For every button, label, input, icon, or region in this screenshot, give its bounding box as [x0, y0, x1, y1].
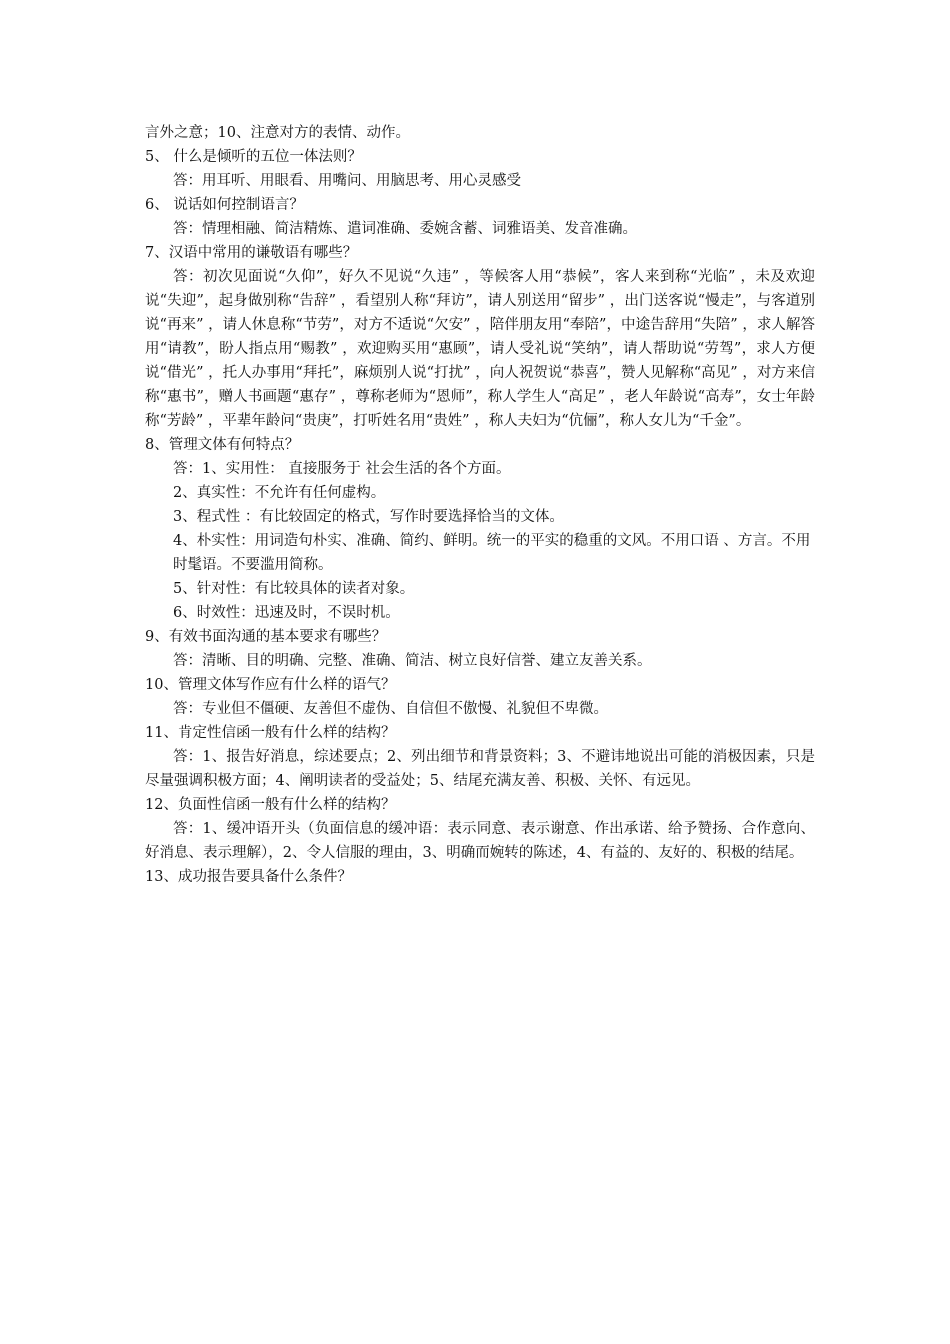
question-block-11 — [145, 721, 815, 793]
answer-text: 答：1、缓冲语开头（负面信息的缓冲语：表示同意、表示谢意、作出承诺、给予赞扬、合作意向、好消息、表示理解），2、令人信服的理由，3、明确而婉转的陈述，4、有益的、友好的、积极的结尾。 — [145, 821, 815, 861]
question-block-10 — [145, 673, 815, 721]
question-block-7 — [145, 241, 815, 433]
answer-item: 2、真实性：不允许有任何虚构。 — [173, 485, 386, 501]
answer-text: 答：用耳听、用眼看、用嘴问、用脑思考、用心灵感受 — [173, 173, 521, 189]
answer-item: 4、朴实性：用词造句朴实、准确、简约、鲜明。统一的平实的稳重的文风。不用口语 、方言。不用时髦语。不要滥用简称。 — [173, 533, 811, 573]
answer-text: 答：1、报告好消息，综述要点；2、列出细节和背景资料；3、不避讳地说出可能的消极因素，只是尽量强调积极方面；4、阐明读者的受益处；5、结尾充满友善、积极、关怀、有远见。 — [145, 749, 815, 789]
document-body — [145, 121, 815, 889]
question-title: 8、管理文体有何特点？ — [145, 437, 300, 453]
answer-item: 6、时效性：迅速及时，不误时机。 — [173, 605, 400, 621]
question-block-9 — [145, 625, 815, 673]
question-title: 7、汉语中常用的谦敬语有哪些？ — [145, 245, 358, 261]
question-block-6 — [145, 193, 815, 241]
question-title: 9、有效书面沟通的基本要求有哪些？ — [145, 629, 387, 645]
question-title: 6、 说话如何控制语言？ — [145, 197, 304, 213]
answer-text: 答：初次见面说“久仰”，好久不见说“久违” ，等候客人用“恭候”，客人来到称“光临” ，未及欢迎说“失迎”，起身做别称“告辞” ，看望别人称“拜访”，请人别送用“留步” ，出门送客说“慢走”，与客道别说“再来” ，请人休息称“节劳”，对方不适说“欠安” ，陪伴朋友用“奉陪”，中途告辞用“失陪” ，求人解答用“请教”，盼人指点用“赐教” ，欢迎购买用“惠顾”，请人受礼说“笑纳”，请人帮助说“劳驾”，求人方便说“借光” ，托人办事用“拜托”，麻烦别人说“打扰” ，向人祝贺说“恭喜”，赞人见解称“高见” ，对方来信称“惠书”，赠人书画题“惠存” ，尊称老师为“恩师”，称人学生人“高足” ，老人年龄说“高寿”，女士年龄称“芳龄” ，平辈年龄问“贵庚”，打听姓名用“贵姓” ，称人夫妇为“伉俪”，称人女儿为“千金”。 — [145, 269, 815, 429]
answer-text: 答：情理相融、简洁精炼、遣词准确、委婉含蓄、词雅语美、发音准确。 — [173, 221, 637, 237]
answer-item: 答：1、实用性： 直接服务于 社会生活的各个方面。 — [173, 461, 511, 477]
answer-text: 答：专业但不僵硬、友善但不虚伪、自信但不傲慢、礼貌但不卑微。 — [173, 701, 608, 717]
question-title: 11、肯定性信函一般有什么样的结构？ — [145, 725, 396, 741]
question-title: 10、管理文体写作应有什么样的语气？ — [145, 677, 396, 693]
intro-line: 言外之意；10、注意对方的表情、动作。 — [145, 125, 410, 141]
question-title: 13、成功报告要具备什么条件？ — [145, 869, 352, 885]
answer-item: 3、程式性 ：有比较固定的格式，写作时要选择恰当的文体。 — [173, 509, 564, 525]
question-title: 12、负面性信函一般有什么样的结构？ — [145, 797, 396, 813]
question-block-12 — [145, 793, 815, 865]
question-block-5 — [145, 145, 815, 193]
question-title: 5、 什么是倾听的五位一体法则？ — [145, 149, 362, 165]
answer-text: 答：清晰、目的明确、完整、准确、简洁、树立良好信誉、建立友善关系。 — [173, 653, 652, 669]
question-block-13 — [145, 865, 815, 889]
question-block-8 — [145, 433, 815, 625]
answer-item: 5、针对性：有比较具体的读者对象。 — [173, 581, 415, 597]
